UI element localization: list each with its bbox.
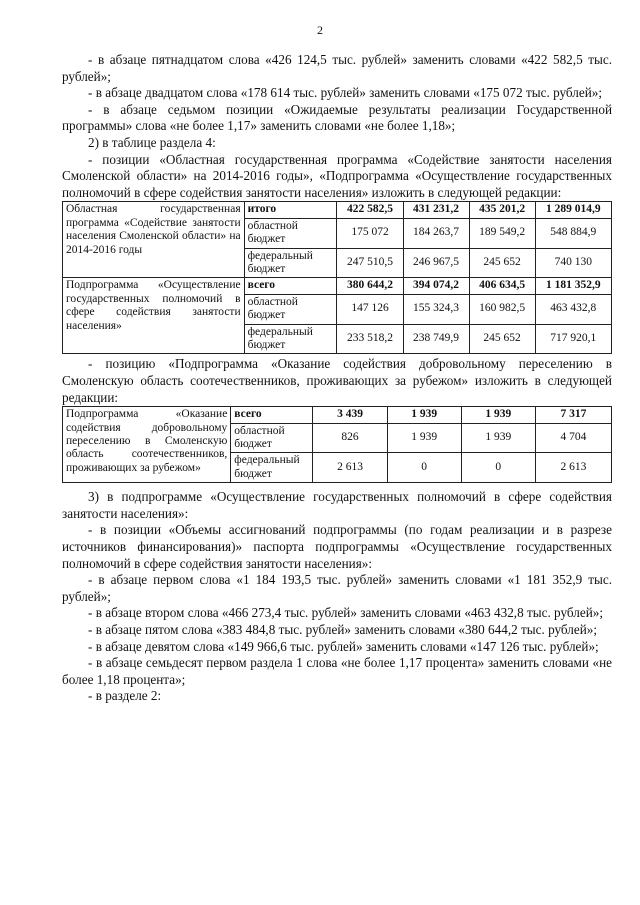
paragraph: - в абзаце пятом слова «383 484,8 тыс. рублей» заменить словами «380 644,2 тыс. рублей»; — [88, 621, 598, 637]
table-cell: 4 704 — [535, 423, 611, 453]
table-cell: 548 884,9 — [535, 218, 611, 248]
table-cell-program-label: Областная государственная программа «Содействие занятости населения Смоленской области» на 2014-2016 годы — [63, 202, 245, 278]
table-cell: 233 518,2 — [337, 324, 403, 354]
table-cell: 246 967,5 — [403, 248, 469, 278]
paragraph: - в позиции «Объемы ассигнований подпрограммы (по годам реализации и в разрезе источников финансирования)» паспорта подпрограммы «Осуществление государственных полномочий в сфере содействия занятости населения»: — [62, 522, 612, 571]
table-cell: 7 317 — [535, 407, 611, 423]
funding-table-main — [62, 201, 612, 354]
table-cell-subprogram-label: Подпрограмма «Осуществление государственных полномочий в сфере содействия занятости населения» — [63, 278, 245, 354]
table-cell: 155 324,3 — [403, 294, 469, 324]
paragraph: - в абзаце седьмом позиции «Ожидаемые результаты реализации Государственной программы» слова «не более 1,17» заменить словами «не более 1,18»; — [62, 101, 612, 134]
table-cell: 826 — [313, 423, 387, 453]
paragraph: - в абзаце двадцатом слова «178 614 тыс. рублей» заменить словами «175 072 тыс. рублей»; — [88, 85, 603, 101]
table-cell: 1 939 — [461, 423, 535, 453]
table-cell: 1 289 014,9 — [535, 202, 611, 218]
table-cell: 431 231,2 — [403, 202, 469, 218]
table-cell-kind: всего — [231, 407, 313, 423]
table-cell: 1 939 — [461, 407, 535, 423]
table-cell: 0 — [387, 453, 461, 483]
table-cell-kind: федеральный бюджет — [231, 453, 313, 483]
table-cell: 247 510,5 — [337, 248, 403, 278]
paragraph: 3) в подпрограмме «Осуществление государственных полномочий в сфере содействия занятости населения»: — [62, 489, 612, 521]
paragraph: - в абзаце втором слова «466 273,4 тыс. рублей» заменить словами «463 432,8 тыс. рублей»; — [88, 605, 604, 621]
table-cell: 147 126 — [337, 294, 403, 324]
paragraph: - позиции «Областная государственная программа «Содействие занятости населения Смоленской области» на 2014-2016 годы», «Подпрограмма «Осуществление государственных полномочий в сфере содействия занятости населения» изложить в следующей редакции: — [62, 151, 612, 200]
table-cell: 1 939 — [387, 407, 461, 423]
table-cell: 380 644,2 — [337, 278, 403, 294]
table-row — [63, 407, 612, 423]
table-cell-kind: областной бюджет — [244, 294, 337, 324]
table-cell-subprogram-label: Подпрограмма «Оказание содействия добровольному переселению в Смоленскую область соотечественников, проживающих за рубежом» — [63, 407, 231, 483]
document-body — [62, 52, 612, 705]
table-cell: 245 652 — [469, 248, 535, 278]
paragraph: - в абзаце первом слова «1 184 193,5 тыс. рублей» заменить словами «1 181 352,9 тыс. рублей»; — [62, 572, 612, 604]
table-cell-kind: всего — [244, 278, 337, 294]
table-cell-kind: областной бюджет — [231, 423, 313, 453]
table-cell-kind: федеральный бюджет — [244, 324, 337, 354]
table-cell: 1 181 352,9 — [535, 278, 611, 294]
table-cell: 422 582,5 — [337, 202, 403, 218]
table-cell-kind: федеральный бюджет — [244, 248, 337, 278]
table-cell: 463 432,8 — [535, 294, 611, 324]
table-cell: 1 939 — [387, 423, 461, 453]
table-cell-kind: областной бюджет — [244, 218, 337, 248]
table-cell: 394 074,2 — [403, 278, 469, 294]
table-cell: 740 130 — [535, 248, 611, 278]
table-cell-kind: итого — [244, 202, 337, 218]
table-cell: 189 549,2 — [469, 218, 535, 248]
table-cell: 717 920,1 — [535, 324, 611, 354]
table-cell: 406 634,5 — [469, 278, 535, 294]
paragraph: - позицию «Подпрограмма «Оказание содействия добровольному переселению в Смоленскую область соотечественников, проживающих за рубежом» изложить в следующей редакции: — [62, 356, 612, 405]
table-row — [63, 202, 612, 218]
table-cell: 2 613 — [313, 453, 387, 483]
table-cell: 245 652 — [469, 324, 535, 354]
paragraph: - в разделе 2: — [88, 688, 162, 704]
paragraph: - в абзаце семьдесят первом раздела 1 слова «не более 1,17 процента» заменить словами «не более 1,18 процента»; — [62, 655, 612, 687]
paragraph: - в абзаце пятнадцатом слова «426 124,5 тыс. рублей» заменить словами «422 582,5 тыс. рублей»; — [62, 52, 612, 84]
table-cell: 0 — [461, 453, 535, 483]
table-cell: 435 201,2 — [469, 202, 535, 218]
page-number: 2 — [317, 23, 323, 37]
table-cell: 2 613 — [535, 453, 611, 483]
table-cell: 3 439 — [313, 407, 387, 423]
table-cell: 238 749,9 — [403, 324, 469, 354]
paragraph: - в абзаце девятом слова «149 966,6 тыс. рублей» заменить словами «147 126 тыс. рублей»; — [88, 638, 599, 654]
table-row — [63, 278, 612, 294]
paragraph: 2) в таблице раздела 4: — [88, 134, 216, 150]
funding-table-resettlement — [62, 406, 612, 483]
table-cell: 160 982,5 — [469, 294, 535, 324]
table-cell: 175 072 — [337, 218, 403, 248]
table-cell: 184 263,7 — [403, 218, 469, 248]
